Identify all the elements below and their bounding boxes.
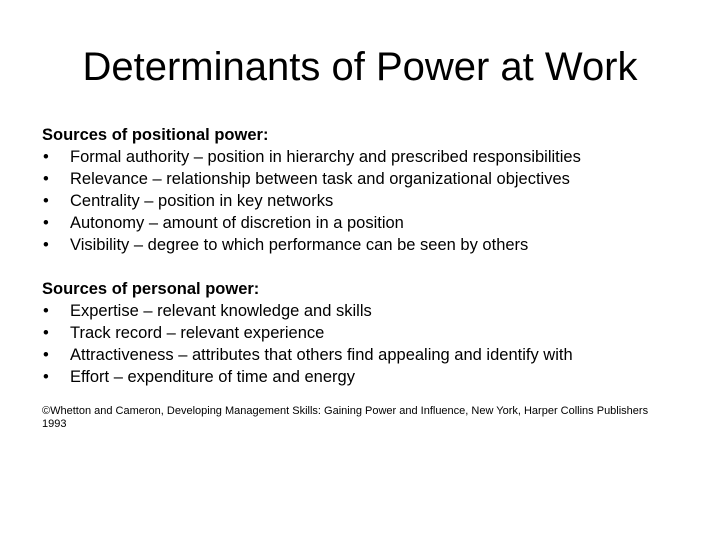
list-item xyxy=(42,322,702,344)
list-item-text: Attractiveness – attributes that others find appealing and identify with xyxy=(70,346,573,364)
list-item xyxy=(42,190,702,212)
list-item xyxy=(42,234,702,256)
list-item xyxy=(42,300,702,322)
list-item-text: Centrality – position in key networks xyxy=(70,192,334,210)
list-item-text: Formal authority – position in hierarchy and prescribed responsibilities xyxy=(70,148,581,166)
bullet-icon: • xyxy=(43,170,49,188)
list-item-text: Relevance – relationship between task and organizational objectives xyxy=(70,170,570,188)
personal-power-heading: Sources of personal power: xyxy=(42,280,260,298)
list-item-text: Visibility – degree to which performance can be seen by others xyxy=(70,236,529,254)
bullet-icon: • xyxy=(43,192,49,210)
bullet-icon: • xyxy=(43,148,49,166)
positional-power-heading: Sources of positional power: xyxy=(42,126,269,144)
list-item xyxy=(42,212,702,234)
list-item xyxy=(42,344,702,366)
bullet-icon: • xyxy=(43,302,49,320)
list-item-text: Expertise – relevant knowledge and skills xyxy=(70,302,372,320)
list-item-text: Effort – expenditure of time and energy xyxy=(70,368,355,386)
positional-power-section xyxy=(42,124,702,256)
list-item xyxy=(42,146,702,168)
slide-title xyxy=(0,42,720,92)
bullet-icon: • xyxy=(43,346,49,364)
bullet-icon: • xyxy=(43,236,49,254)
personal-power-section xyxy=(42,278,702,388)
bullet-icon: • xyxy=(43,214,49,232)
bullet-icon: • xyxy=(43,324,49,342)
list-item xyxy=(42,168,702,190)
citation: ©Whetton and Cameron, Developing Management Skills: Gaining Power and Influence, New York, Harper Collins Publishers 1993 xyxy=(42,405,649,430)
bullet-icon: • xyxy=(43,368,49,386)
list-item-text: Autonomy – amount of discretion in a position xyxy=(70,214,404,232)
list-item-text: Track record – relevant experience xyxy=(70,324,325,342)
slide-title-text: Determinants of Power at Work xyxy=(82,45,638,89)
list-item xyxy=(42,366,702,388)
